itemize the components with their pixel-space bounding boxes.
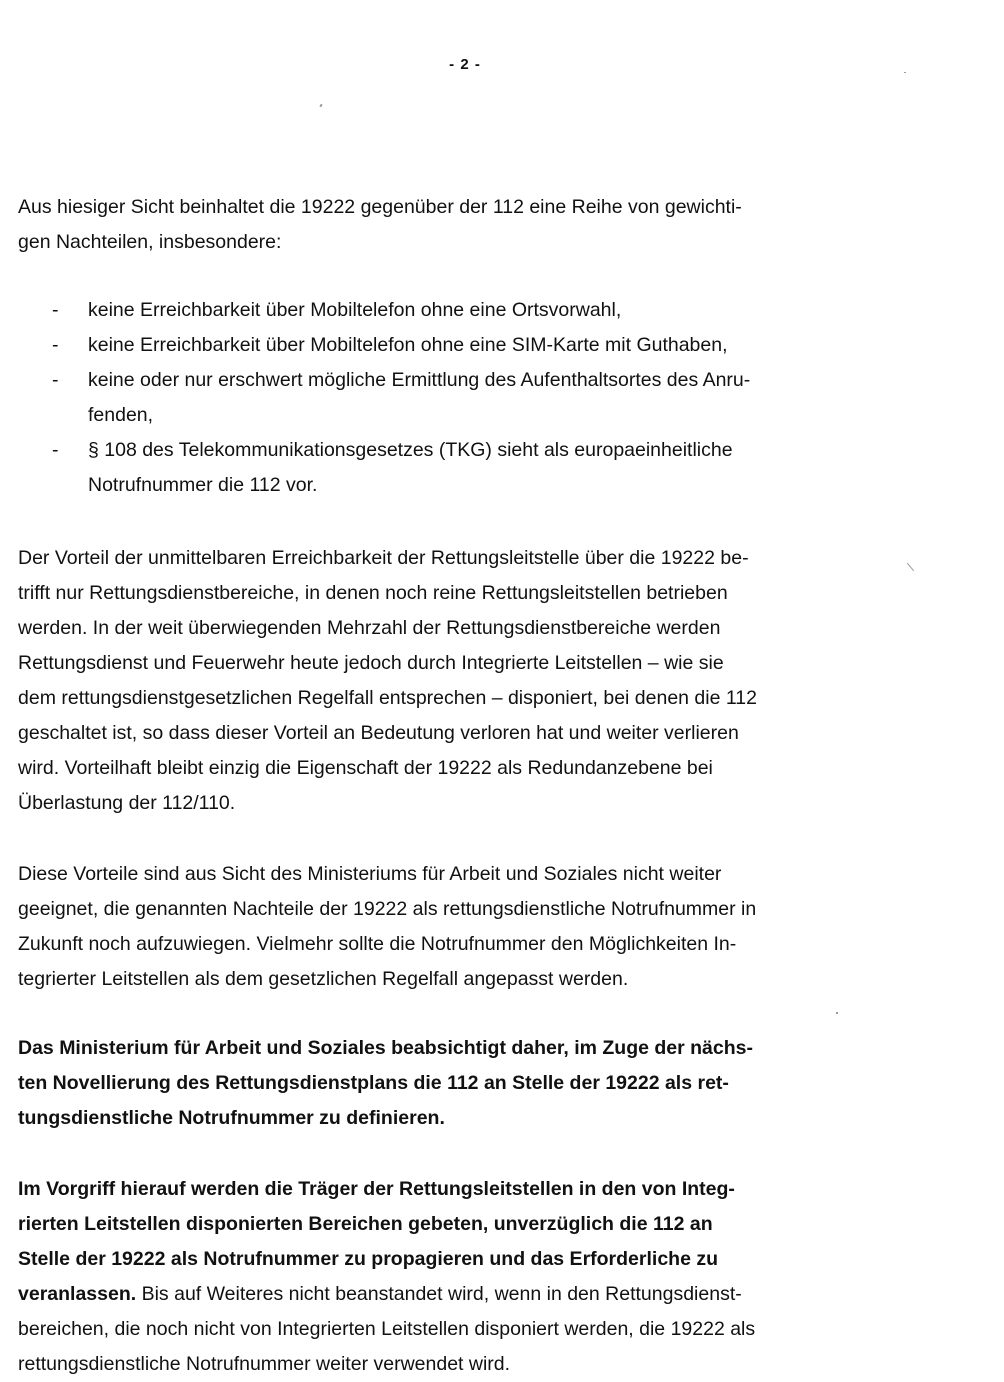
- paragraph-line: Rettungsdienst und Feuerwehr heute jedoch durch Integrierte Leitstellen – wie sie: [18, 652, 724, 674]
- list-item: [18, 433, 918, 503]
- list-item-text: keine Erreichbarkeit über Mobiltelefon ohne eine Ortsvorwahl,: [88, 299, 622, 321]
- paragraph-line: Zukunft noch aufzuwiegen. Vielmehr sollte die Notrufnummer den Möglichkeiten In-: [18, 933, 737, 955]
- list-item: [18, 363, 918, 433]
- paragraph-line: Im Vorgriff hierauf werden die Träger der Rettungsleitstellen in den von Integ-: [18, 1178, 735, 1200]
- bold-fragment: veranlassen.: [18, 1283, 137, 1305]
- request-paragraph: [18, 1172, 918, 1382]
- paragraph-line: Der Vorteil der unmittelbaren Erreichbarkeit der Rettungsleitstelle über die 19222 be-: [18, 547, 749, 569]
- intro-line: Aus hiesiger Sicht beinhaltet die 19222 gegenüber der 112 eine Reihe von gewichti-: [18, 196, 742, 218]
- paragraph-line: Überlastung der 112/110.: [18, 792, 236, 814]
- ministry-view-paragraph: [18, 857, 918, 997]
- list-item-text: § 108 des Telekommunikationsgesetzes (TKG) sieht als europaeinheitliche: [88, 439, 733, 461]
- scan-speck: [904, 72, 906, 73]
- paragraph-line: bereichen, die noch nicht von Integrierten Leitstellen disponiert werden, die 19222 als: [18, 1318, 756, 1340]
- paragraph-line: werden. In der weit überwiegenden Mehrzahl der Rettungsdienstbereiche werden: [18, 617, 721, 639]
- dash-marker: -: [52, 334, 59, 356]
- letter-body: [18, 190, 918, 1382]
- paragraph-line: trifft nur Rettungsdienstbereiche, in denen noch reine Rettungsleitstellen betrieben: [18, 582, 728, 604]
- paragraph-line: Diese Vorteile sind aus Sicht des Ministeriums für Arbeit und Soziales nicht weiter: [18, 863, 722, 885]
- dash-marker: -: [52, 369, 59, 391]
- dash-marker: -: [52, 299, 59, 321]
- list-item: [18, 293, 918, 328]
- paragraph-line: rierten Leitstellen disponierten Bereichen gebeten, unverzüglich die 112 an: [18, 1213, 713, 1235]
- disadvantages-list: [18, 293, 918, 503]
- list-item-text: keine oder nur erschwert mögliche Ermittlung des Aufenthaltsortes des Anru-: [88, 369, 751, 391]
- paragraph-line: geschaltet ist, so dass dieser Vorteil an Bedeutung verloren hat und weiter verlieren: [18, 722, 739, 744]
- intro-paragraph: [18, 190, 918, 260]
- paragraph-line: wird. Vorteilhaft bleibt einzig die Eigenschaft der 19222 als Redundanzebene bei: [18, 757, 713, 779]
- paragraph-line: rettungsdienstliche Notrufnummer weiter verwendet wird.: [18, 1353, 511, 1375]
- regular-fragment: Bis auf Weiteres nicht beanstandet wird, wenn in den Rettungsdienst-: [136, 1283, 742, 1305]
- intro-line: gen Nachteilen, insbesondere:: [18, 231, 282, 253]
- paragraph-line: tungsdienstliche Notrufnummer zu definieren.: [18, 1107, 445, 1129]
- list-item-text: keine Erreichbarkeit über Mobiltelefon ohne eine SIM-Karte mit Guthaben,: [88, 334, 728, 356]
- advantage-paragraph: [18, 541, 918, 821]
- paragraph-line: Das Ministerium für Arbeit und Soziales beabsichtigt daher, im Zuge der nächs-: [18, 1037, 754, 1059]
- dash-marker: -: [52, 439, 59, 461]
- list-item-text: fenden,: [88, 404, 154, 426]
- scan-speck: [319, 104, 322, 108]
- list-item-text: Notrufnummer die 112 vor.: [88, 474, 318, 496]
- paragraph-line: ten Novellierung des Rettungsdienstplans die 112 an Stelle der 19222 als ret-: [18, 1072, 729, 1094]
- paragraph-line: dem rettungsdienstgesetzlichen Regelfall entsprechen – disponiert, bei denen die 112: [18, 687, 757, 709]
- paragraph-line-mixed: [18, 1277, 918, 1312]
- ministry-intention-paragraph: [18, 1031, 918, 1136]
- paragraph-line: Stelle der 19222 als Notrufnummer zu propagieren und das Erforderliche zu: [18, 1248, 719, 1270]
- page-number: - 2 -: [449, 56, 481, 73]
- paragraph-line: geeignet, die genannten Nachteile der 19222 als rettungsdienstliche Notrufnummer in: [18, 898, 757, 920]
- list-item: [18, 328, 918, 363]
- paragraph-line: tegrierter Leitstellen als dem gesetzlichen Regelfall angepasst werden.: [18, 968, 629, 990]
